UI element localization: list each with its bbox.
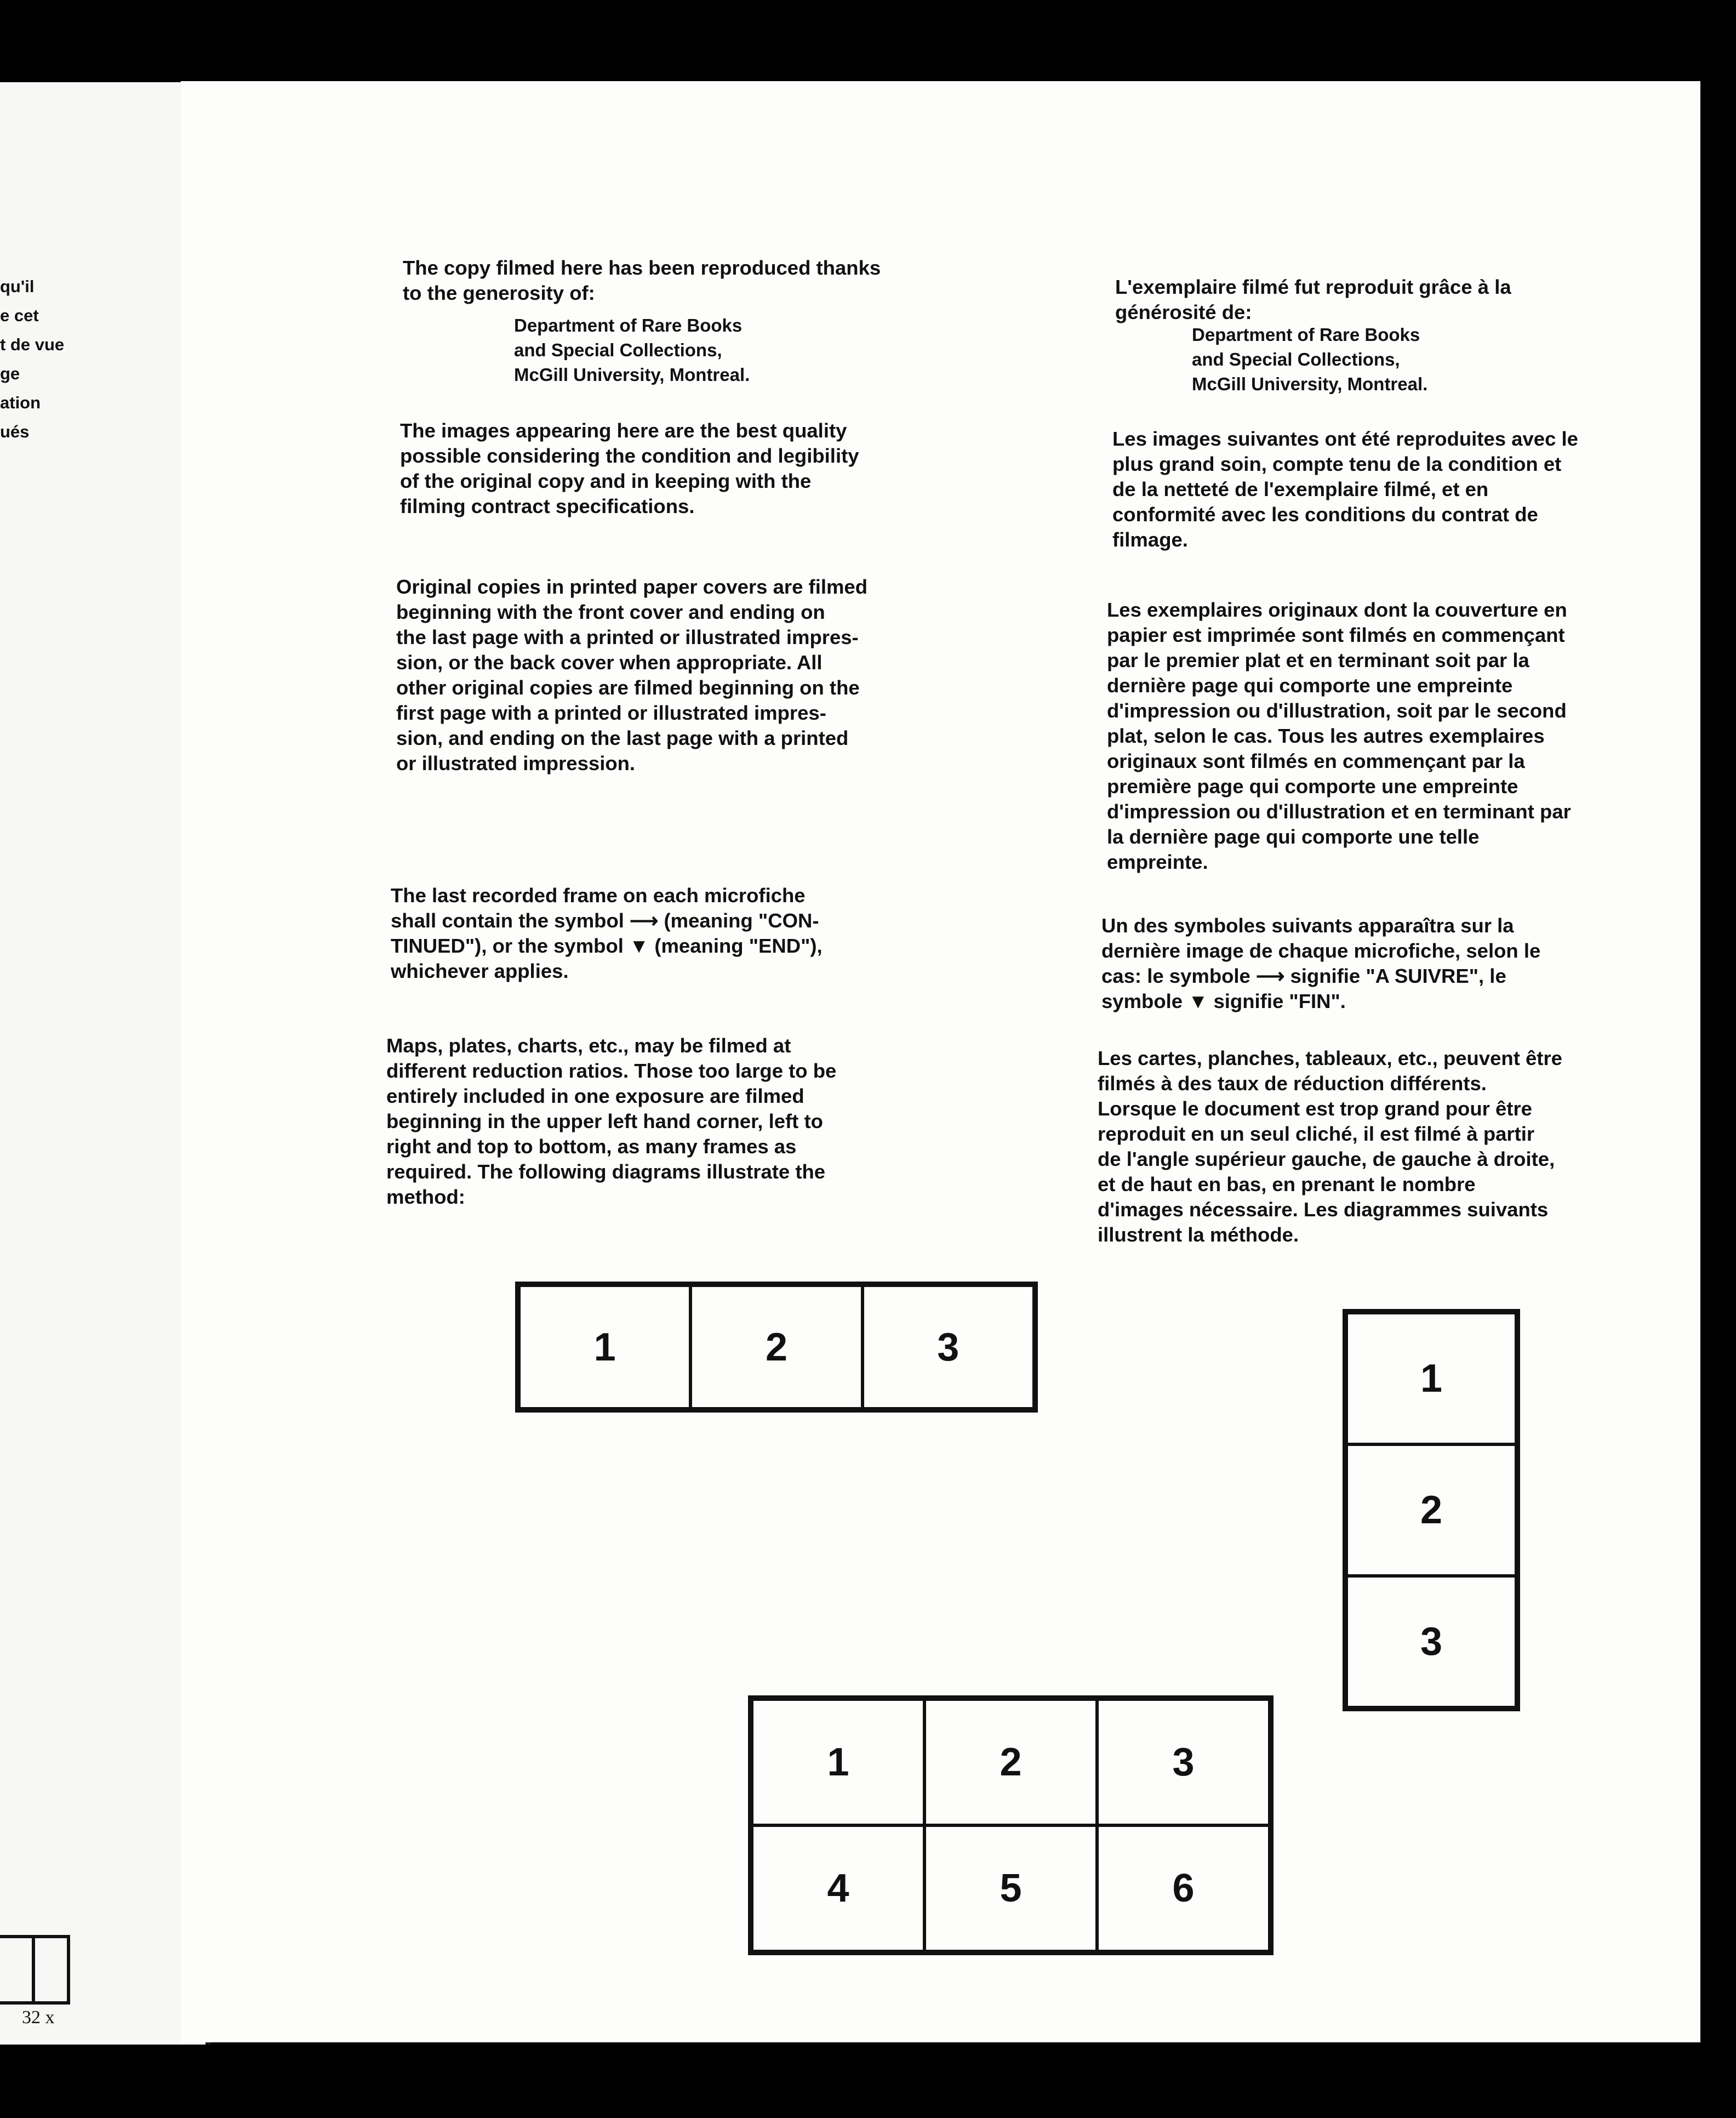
french-credit: Department of Rare Books and Special Collections, McGill University, Montreal. bbox=[1192, 324, 1428, 394]
frame-cell: 6 bbox=[1097, 1825, 1270, 1951]
french-originals-paragraph: Les exemplaires originaux dont la couverture en papier est imprimée sont filmés en commençant par le premier plat et en terminant soit par la dernière page qui comporte une empreinte d'impression ou d'illustration, soit par le second plat, selon le cas. Tous les autres exemplaires originaux sont filmés en commençant par la première page qui comporte une empreinte d'impression ou d'illustration et en terminant par la dernière page qui comporte une telle empreinte. bbox=[1107, 599, 1571, 873]
english-originals-paragraph: Original copies in printed paper covers are filmed beginning with the front cover and ending on the last page with a printed or illustrated impres- sion, or the back cover when appropriate. All other original copies are filmed beginning on the first page with a printed or illustrated impres- sion, and ending on the last page with a printed or illustrated impression. bbox=[396, 576, 868, 775]
frame-cell: 1 bbox=[1346, 1313, 1516, 1444]
english-maps-paragraph: Maps, plates, charts, etc., may be filmed at different reduction ratios. Those too large to be entirely included in one exposure are filmed beginning in the upper left hand corner, left to right and top to bottom, as many frames as required. The following diagrams illustrate the method: bbox=[386, 1034, 837, 1208]
left-text-fragment: e cet bbox=[0, 306, 39, 325]
frame-cell: 4 bbox=[752, 1825, 924, 1951]
horizontal-frame-diagram bbox=[515, 1282, 1038, 1413]
reduction-note: 32 x bbox=[22, 2007, 55, 2028]
frame-cell: 3 bbox=[1346, 1576, 1516, 1707]
french-symbols-paragraph: Un des symboles suivants apparaîtra sur la dernière image de chaque microfiche, selon le cas: le symbole ⟶ signifie "A SUIVRE", le symbole ▼ signifie "FIN". bbox=[1101, 914, 1541, 1012]
left-text-fragment: qu'il bbox=[0, 277, 35, 296]
grid-frame-diagram bbox=[748, 1695, 1274, 1955]
vertical-frame-diagram bbox=[1343, 1309, 1520, 1711]
frame-cell: 2 bbox=[690, 1285, 862, 1409]
french-maps-paragraph: Les cartes, planches, tableaux, etc., peuvent être filmés à des taux de réduction différents. Lorsque le document est trop grand pour être reproduit en un seul cliché, il est filmé à partir de l'angle supérieur gauche, de gauche à droite, et de haut en bas, en prenant le nombre d'images nécessaire. Les diagrammes suivants illustrent la méthode. bbox=[1098, 1047, 1562, 1246]
french-quality-paragraph: Les images suivantes ont été reproduites avec le plus grand soin, compte tenu de la condition et de la netteté de l'exemplaire filmé, et en conformité avec les conditions du contrat de filmage. bbox=[1112, 428, 1578, 551]
frame-cell: 1 bbox=[519, 1285, 690, 1409]
frame-cell: 2 bbox=[924, 1699, 1097, 1825]
partial-frame bbox=[0, 1935, 35, 2005]
left-page-fragment bbox=[0, 82, 211, 2045]
right-page bbox=[181, 81, 1700, 2042]
partial-frame-diagram bbox=[0, 1935, 70, 2005]
frame-cell: 1 bbox=[752, 1699, 924, 1825]
english-intro: The copy filmed here has been reproduced thanks to the generosity of: bbox=[403, 257, 881, 304]
english-symbols-paragraph: The last recorded frame on each microfiche shall contain the symbol ⟶ (meaning "CON- TINUED"), or the symbol ▼ (meaning "END"), whichever applies. bbox=[391, 884, 823, 982]
left-text-fragment: ge bbox=[0, 364, 20, 383]
left-text-fragment: t de vue bbox=[0, 335, 65, 354]
english-quality-paragraph: The images appearing here are the best quality possible considering the condition and legibility of the original copy and in keeping with the filming contract specifications. bbox=[400, 419, 859, 517]
frame-cell: 3 bbox=[1097, 1699, 1270, 1825]
left-text-fragment: ués bbox=[0, 422, 30, 441]
english-credit: Department of Rare Books and Special Collections, McGill University, Montreal. bbox=[514, 315, 750, 385]
frame-cell: 2 bbox=[1346, 1444, 1516, 1576]
french-intro: L'exemplaire filmé fut reproduit grâce à la générosité de: bbox=[1115, 276, 1511, 323]
frame-cell: 3 bbox=[863, 1285, 1034, 1409]
left-text-fragment: ation bbox=[0, 393, 41, 412]
frame-cell: 5 bbox=[924, 1825, 1097, 1951]
partial-frame bbox=[35, 1935, 70, 2005]
